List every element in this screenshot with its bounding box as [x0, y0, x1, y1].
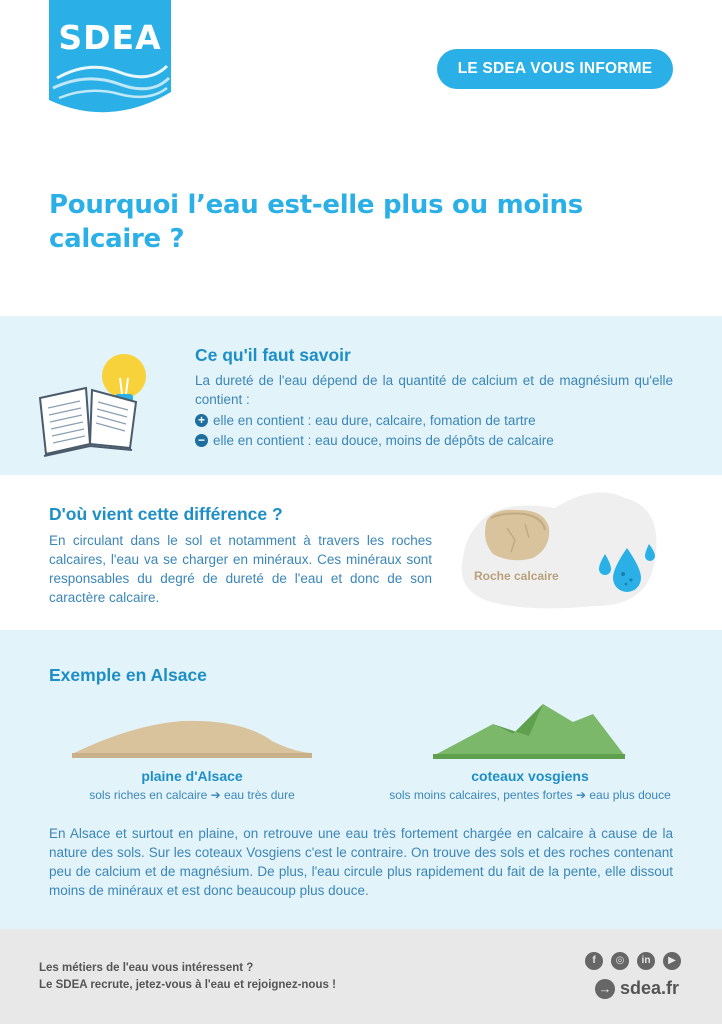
logo-text: SDEA — [58, 18, 162, 57]
minus-icon: − — [195, 434, 208, 447]
website-link[interactable] — [595, 978, 679, 999]
info-badge: LE SDEA VOUS INFORME — [437, 49, 673, 89]
plus-icon: + — [195, 414, 208, 427]
example-title: plaine d'Alsace — [141, 768, 243, 784]
section-text: La dureté de l'eau dépend de la quantité de calcium et de magnésium qu'elle contient : — [195, 373, 673, 407]
book-lightbulb-icon — [34, 336, 154, 461]
bullet-less — [195, 433, 554, 448]
page-title: Pourquoi l’eau est-elle plus ou moins calcaire ? — [49, 190, 583, 254]
linkedin-icon[interactable]: in — [637, 952, 655, 970]
section-title: D'où vient cette différence ? — [49, 504, 283, 524]
footer — [0, 929, 722, 1024]
plain-illustration — [72, 715, 312, 760]
section-text: En circulant dans le sol et notamment à travers les roches calcaires, l'eau va se charger en minéraux. Ces minéraux sont responsables du degré de dureté de l'eau et donc de son caractère calcaire. — [49, 533, 432, 605]
arrow-right-icon: ➔ — [210, 788, 221, 802]
section-title: Exemple en Alsace — [49, 665, 207, 685]
rock-water-illustration — [455, 488, 665, 610]
example-title: coteaux vosgiens — [471, 768, 589, 784]
arrow-right-icon: ➔ — [575, 788, 587, 802]
hills-illustration — [433, 700, 625, 760]
section-what-to-know — [0, 316, 722, 475]
example-subtitle: sols moins calcaires, pentes fortes ➔ eau plus douce — [389, 788, 671, 802]
instagram-icon[interactable]: ◎ — [611, 952, 629, 970]
example-subtitle: sols riches en calcaire ➔ eau très dure — [89, 788, 295, 802]
rock-label: Roche calcaire — [474, 569, 559, 583]
youtube-icon[interactable]: ▶ — [663, 952, 681, 970]
bullet-more — [195, 413, 536, 428]
section-title: Ce qu'il faut savoir — [195, 345, 351, 365]
section-text: En Alsace et surtout en plaine, on retrouve une eau très fortement chargée en calcaire à cause de la nature des sols. Sur les coteaux Vosgiens c'est le contraire. On trouve des sols et des roches contenant peu de calcium et de magnésium. De plus, l'eau circule plus rapidement du fait de la pente, elle dissout moins de minéraux et est donc beaucoup plus douce. — [49, 826, 673, 898]
website-url[interactable]: sdea.fr — [620, 978, 680, 998]
bullet-text: elle en contient : eau douce, moins de dépôts de calcaire — [213, 433, 554, 448]
footer-text: Le SDEA recrute, jetez-vous à l'eau et rejoignez-nous ! — [39, 979, 336, 991]
footer-text: Les métiers de l'eau vous intéressent ? — [39, 962, 254, 974]
facebook-icon[interactable]: f — [585, 952, 603, 970]
section-alsace-example — [0, 630, 722, 929]
sdea-logo — [49, 0, 171, 118]
bullet-text: elle en contient : eau dure, calcaire, fomation de tartre — [213, 413, 536, 428]
arrow-right-icon: → — [595, 979, 615, 999]
